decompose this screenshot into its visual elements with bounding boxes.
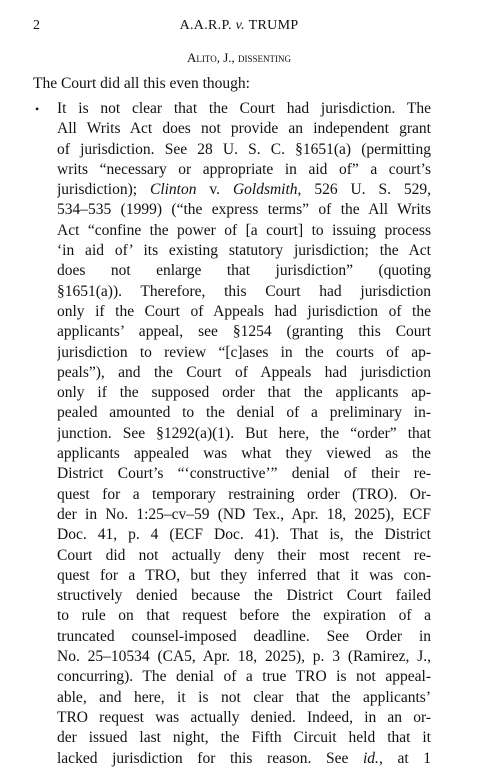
bullet-line: applicants appealed was what they viewed as the xyxy=(57,445,431,463)
bullet-point xyxy=(35,99,431,769)
bullet-line: 534–535 (1999) (“the express terms” of the All Writs xyxy=(57,201,431,219)
opinion-author-line: Alito, J., dissenting xyxy=(186,50,292,65)
running-title xyxy=(33,18,445,34)
bullet-line: der in No. 1:25–cv–59 (ND Tex., Apr. 18, 2025), ECF xyxy=(57,505,431,523)
bullet-text xyxy=(57,99,431,769)
bullet-line: Act “confine the power of [a court] to issuing process xyxy=(57,221,431,239)
running-title-versus: v. xyxy=(231,18,249,33)
bullet-line: applicants’ appeal, see §1254 (granting this Court xyxy=(57,323,431,341)
running-title-party-1: A.A.R.P. xyxy=(179,18,232,33)
bullet-line: §1651(a)). Therefore, this Court had jurisdiction xyxy=(57,282,431,300)
bullet-line: Court did not actually deny their most recent re- xyxy=(57,546,431,564)
bullet-line: of jurisdiction. See 28 U. S. C. §1651(a) (permitting xyxy=(57,140,431,158)
bullet-line: able, and here, it is not clear that the applicants’ xyxy=(57,688,431,706)
page-number: 2 xyxy=(33,18,40,33)
bullet-line: only if the supposed order that the applicants ap- xyxy=(57,384,431,402)
bullet-line: lacked jurisdiction for this reason. See id., at 1 xyxy=(57,749,431,767)
bullet-line: ‘in aid of’ its existing statutory jurisdiction; the Act xyxy=(57,242,431,260)
bullet-line: der issued last night, the Fifth Circuit held that it xyxy=(57,729,431,747)
bullet-line: quest for a TRO, but they inferred that it was con- xyxy=(57,566,431,584)
bullet-line: concurring). The denial of a true TRO is not appeal- xyxy=(57,668,431,686)
running-title-party-2: TRUMP xyxy=(248,18,299,33)
bullet-line: structively denied because the District Court failed xyxy=(57,587,431,605)
bullet-line: Doc. 41, p. 4 (ECF Doc. 41). That is, the District xyxy=(57,526,431,544)
bullet-line: writs “necessary or appropriate in aid of” a court’s xyxy=(57,160,431,178)
bullet-line: It is not clear that the Court had jurisdiction. The xyxy=(57,100,431,117)
bullet-line: truncated counsel-imposed deadline. See Order in xyxy=(57,627,431,645)
page-header xyxy=(33,18,445,38)
bullet-line: TRO request was actually denied. Indeed, in an or- xyxy=(57,708,431,726)
bullet-line: to rule on that request before the expiration of a xyxy=(57,607,431,625)
bullet-line: jurisdiction); Clinton v. Goldsmith, 526 U. S. 529, xyxy=(57,181,431,199)
bullet-line: No. 25–10534 (CA5, Apr. 18, 2025), p. 3 (Ramirez, J., xyxy=(57,648,431,666)
bullet-line: junction. See §1292(a)(1). But here, the “order” that xyxy=(57,424,431,442)
bullet-line: peals”), and the Court of Appeals had jurisdiction xyxy=(57,363,431,381)
bullet-line: All Writs Act does not provide an independent grant xyxy=(57,120,431,138)
bullet-line: District Court’s “‘constructive’” denial of their re- xyxy=(57,465,431,483)
bullet-line: jurisdiction to review “[c]ases in the courts of ap- xyxy=(57,343,431,361)
bullet-line: does not enlarge that jurisdiction” (quoting xyxy=(57,262,431,280)
bullet-line: pealed amounted to the denial of a preliminary in- xyxy=(57,404,431,422)
bullet-marker: • xyxy=(35,102,40,116)
bullet-line: only if the Court of Appeals had jurisdiction of the xyxy=(57,302,431,320)
intro-paragraph: The Court did all this even though: xyxy=(33,75,250,92)
bullet-line: quest for a temporary restraining order (TRO). Or- xyxy=(57,485,431,503)
